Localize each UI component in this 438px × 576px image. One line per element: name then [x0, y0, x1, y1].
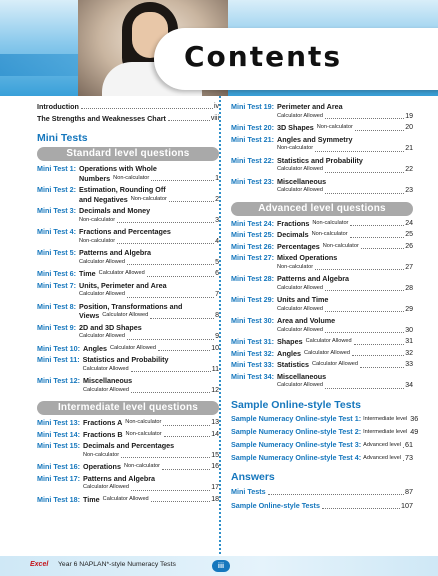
mini-test-entry[interactable] — [37, 495, 219, 505]
mini-test-entry[interactable] — [231, 360, 413, 370]
entry-page: 107 — [401, 500, 413, 510]
mini-test-entry[interactable] — [231, 102, 413, 121]
entry-page: 19 — [405, 112, 413, 120]
mini-test-entry[interactable] — [231, 156, 413, 175]
mini-test-label: Mini Test 3: — [37, 206, 77, 215]
calculator-note: Non-calculator — [130, 195, 167, 202]
mini-test-title: Miscellaneous — [277, 371, 327, 381]
footer-book-title: Year 6 NAPLAN*-style Numeracy Tests — [58, 561, 176, 568]
mini-test-entry[interactable] — [37, 355, 219, 374]
sample-test-entry[interactable] — [231, 413, 419, 424]
mini-test-entry[interactable] — [231, 316, 413, 335]
calculator-note: Calculator Allowed — [277, 112, 324, 119]
mini-test-label: Mini Test 16: — [37, 462, 80, 471]
leader-dots — [325, 311, 404, 312]
entry-title: The Strengths and Weaknesses Chart — [37, 114, 166, 123]
intermediate-band: Intermediate level questions — [37, 401, 219, 415]
mini-test-label: Mini Test 4: — [37, 227, 77, 236]
leader-dots — [350, 237, 405, 238]
mini-test-title: Patterns and Algebra — [277, 274, 350, 283]
title-plate — [154, 28, 438, 90]
leader-dots — [131, 392, 210, 393]
leader-dots — [164, 436, 211, 437]
entry-page: 11 — [211, 365, 219, 373]
entry-page: viii — [210, 115, 219, 122]
right-top-list — [231, 102, 413, 196]
mini-test-title: Miscellaneous — [83, 376, 133, 385]
mini-test-label: Mini Test 14: — [37, 429, 80, 439]
leader-dots — [325, 172, 404, 173]
calculator-note: Calculator Allowed — [305, 338, 352, 344]
entry-page: 4 — [215, 237, 219, 245]
leader-dots — [360, 367, 404, 368]
entry-page: 6 — [215, 270, 219, 277]
toc-entry[interactable] — [37, 102, 219, 111]
mini-test-title: and Negatives — [79, 194, 128, 204]
entry-page: 17 — [211, 484, 219, 491]
calculator-note: Non-calculator — [311, 231, 348, 237]
mini-test-label: Mini Test 34: — [231, 371, 274, 381]
mini-test-title: Fractions B — [83, 429, 123, 439]
mini-test-label: Mini Test 32: — [231, 348, 274, 358]
level-note: Intermediate level — [363, 428, 408, 435]
mini-test-title: Position, Transformations and — [79, 301, 183, 311]
answers-label: Sample Online-style Tests — [231, 500, 320, 510]
entry-page: 28 — [405, 284, 413, 292]
entry-page: 14 — [211, 430, 219, 438]
mini-test-label: Mini Test 29: — [231, 295, 274, 304]
mini-test-entry[interactable] — [231, 372, 413, 391]
mini-test-entry[interactable] — [231, 349, 413, 359]
level-note: Intermediate level — [363, 415, 408, 422]
entry-page: 36 — [410, 413, 419, 423]
leader-dots — [158, 350, 210, 351]
column-divider — [219, 96, 221, 558]
calculator-note: Non-calculator — [79, 216, 116, 223]
mini-test-entry[interactable] — [231, 177, 413, 196]
sample-test-label: Sample Numeracy Online-style Test 1: — [231, 413, 362, 423]
entry-page: 34 — [405, 382, 413, 389]
entry-page: 73 — [405, 452, 413, 462]
leader-dots — [403, 447, 404, 448]
mini-tests-heading: Mini Tests — [37, 132, 88, 144]
mini-test-title: Angles — [277, 348, 301, 358]
leader-dots — [322, 508, 400, 509]
calculator-note: Non-calculator — [316, 124, 353, 130]
mini-test-label: Mini Test 24: — [231, 218, 274, 228]
calculator-note: Non-calculator — [125, 419, 162, 425]
mini-test-title: Decimals and Percentages — [83, 441, 175, 450]
entry-page: 32 — [405, 349, 413, 357]
calculator-note: Non-calculator — [79, 237, 116, 244]
mini-test-label: Mini Test 30: — [231, 316, 274, 325]
sample-test-entry[interactable] — [231, 426, 419, 437]
calculator-note: Non-calculator — [322, 242, 359, 249]
mini-test-title: Mixed Operations — [277, 253, 338, 262]
entry-page: 33 — [405, 361, 413, 368]
mini-test-label: Mini Test 6: — [37, 269, 77, 278]
mini-test-title: Area and Volume — [277, 316, 336, 325]
leader-dots — [325, 290, 404, 291]
leader-dots — [150, 318, 214, 319]
leader-dots — [127, 264, 214, 265]
mini-test-title: Time — [79, 269, 96, 278]
mini-test-label: Mini Test 7: — [37, 280, 77, 290]
sample-test-entry[interactable] — [231, 440, 413, 450]
calculator-note: Calculator Allowed — [79, 258, 126, 265]
entry-page: 31 — [405, 338, 413, 345]
footer-brand: Excel — [30, 561, 49, 568]
mini-test-entry[interactable] — [231, 123, 413, 133]
mini-test-entry[interactable] — [231, 337, 413, 347]
leader-dots — [131, 371, 211, 372]
level-note: Advanced level — [363, 441, 402, 448]
leader-dots — [147, 276, 214, 277]
calculator-note: Calculator Allowed — [277, 284, 324, 291]
calculator-note: Calculator Allowed — [79, 291, 126, 297]
mini-test-entry[interactable] — [37, 344, 219, 354]
leader-dots — [151, 180, 214, 181]
mini-test-entry[interactable] — [37, 430, 219, 440]
mini-test-title: 3D Shapes — [277, 123, 314, 132]
calculator-note: Non-calculator — [312, 219, 349, 226]
mini-test-label: Mini Test 28: — [231, 274, 274, 283]
sample-tests-heading: Sample Online-style Tests — [231, 398, 361, 411]
mini-test-title: Operations with Whole — [79, 164, 157, 173]
calculator-note: Calculator Allowed — [102, 495, 149, 502]
mini-test-title: Statistics and Probability — [277, 155, 363, 165]
mini-test-entry[interactable] — [37, 376, 219, 395]
leader-dots — [268, 494, 404, 495]
leader-dots — [355, 130, 404, 131]
leader-dots — [121, 457, 210, 458]
leader-dots — [325, 388, 404, 389]
mini-test-label: Mini Test 20: — [231, 123, 274, 132]
level-note: Advanced level — [363, 454, 402, 461]
entry-page: 8 — [215, 312, 219, 319]
leader-dots — [117, 243, 214, 244]
entry-page: 3 — [215, 216, 219, 224]
calculator-note: Calculator Allowed — [277, 326, 324, 333]
mini-test-entry[interactable] — [231, 253, 413, 272]
calculator-note: Calculator Allowed — [277, 187, 324, 193]
mini-test-label: Mini Test 18: — [37, 494, 80, 504]
leader-dots — [354, 344, 405, 345]
calculator-note: Non-calculator — [113, 174, 150, 181]
mini-test-title: Patterns and Algebra — [83, 473, 156, 483]
leader-dots — [361, 248, 404, 249]
entry-page: 2 — [215, 195, 219, 203]
mini-test-title: Patterns and Algebra — [79, 248, 152, 257]
entry-page: 22 — [405, 166, 413, 173]
leader-dots — [162, 469, 210, 470]
mini-test-label: Mini Test 27: — [231, 253, 274, 262]
leader-dots — [163, 425, 210, 426]
entry-page: iv — [213, 103, 219, 110]
mini-test-title: 2D and 3D Shapes — [79, 322, 142, 332]
sample-test-label: Sample Numeracy Online-style Test 4: — [231, 452, 362, 462]
mini-test-entry[interactable] — [37, 462, 219, 472]
calculator-note: Calculator Allowed — [98, 270, 145, 276]
intermediate-list — [37, 418, 219, 504]
mini-test-title: Fractions A — [83, 418, 123, 427]
leader-dots — [131, 490, 210, 491]
leader-dots — [168, 120, 210, 121]
left-column — [37, 102, 219, 506]
calculator-note: Calculator Allowed — [311, 361, 358, 367]
entry-page: 7 — [215, 291, 219, 298]
calculator-note: Calculator Allowed — [83, 386, 130, 393]
mini-test-entry[interactable] — [231, 242, 413, 252]
mini-test-entry[interactable] — [231, 274, 413, 293]
answers-entry[interactable] — [231, 487, 413, 497]
mini-test-entry[interactable] — [37, 227, 219, 246]
entry-page: 10 — [211, 344, 219, 352]
leader-dots — [127, 339, 214, 340]
header-banner — [0, 0, 438, 96]
sample-test-label: Sample Numeracy Online-style Test 3: — [231, 439, 362, 449]
leader-dots — [169, 201, 214, 202]
calculator-note: Non-calculator — [277, 263, 314, 270]
leader-dots — [325, 193, 404, 194]
calculator-note: Non-calculator — [277, 145, 314, 151]
mini-test-entry[interactable] — [37, 248, 219, 267]
toc-entry[interactable] — [37, 114, 219, 123]
mini-test-title: Angles and Symmetry — [277, 134, 353, 144]
mini-test-entry[interactable] — [231, 219, 413, 229]
sample-test-entry[interactable] — [231, 453, 413, 463]
entry-page: 87 — [405, 486, 413, 496]
entry-page: 16 — [211, 463, 219, 470]
mini-test-entry[interactable] — [231, 230, 413, 240]
calculator-note: Non-calculator — [83, 451, 120, 458]
leader-dots — [350, 225, 404, 226]
entry-page: 27 — [405, 263, 413, 271]
entry-page: 5 — [215, 258, 219, 266]
leader-dots — [127, 297, 214, 298]
mini-test-label: Mini Test 2: — [37, 185, 77, 194]
mini-test-label: Mini Test 19: — [231, 102, 274, 111]
mini-test-title: Shapes — [277, 337, 303, 346]
leader-dots — [81, 108, 213, 109]
mini-test-label: Mini Test 13: — [37, 418, 80, 427]
answers-list — [231, 487, 413, 511]
mini-test-title: Estimation, Rounding Off — [79, 185, 166, 194]
mini-test-entry[interactable] — [231, 295, 413, 314]
mini-test-entry[interactable] — [37, 185, 219, 204]
mini-test-entry[interactable] — [37, 474, 219, 493]
mini-test-entry[interactable] — [37, 418, 219, 428]
mini-test-title: Operations — [83, 462, 121, 471]
sample-test-label: Sample Numeracy Online-style Test 2: — [231, 426, 362, 436]
entry-page: 30 — [405, 326, 413, 334]
entry-title: Introduction — [37, 102, 79, 111]
leader-dots — [315, 151, 404, 152]
mini-test-title: Miscellaneous — [277, 176, 327, 186]
calculator-note: Calculator Allowed — [79, 333, 126, 339]
mini-test-entry[interactable] — [37, 281, 219, 300]
entry-page: 61 — [405, 439, 413, 449]
calculator-note: Calculator Allowed — [83, 484, 130, 490]
mini-test-title: Statistics and Probability — [82, 355, 169, 364]
mini-test-label: Mini Test 8: — [37, 301, 77, 311]
mini-test-label: Mini Test 11: — [37, 355, 80, 364]
entry-page: 29 — [405, 305, 413, 313]
entry-page: 1 — [215, 174, 219, 182]
entry-page: 18 — [211, 495, 219, 503]
mini-test-label: Mini Test 10: — [37, 343, 80, 353]
footer — [0, 556, 438, 576]
leader-dots — [325, 118, 404, 119]
leader-dots — [117, 222, 214, 223]
mini-test-entry[interactable] — [231, 135, 413, 154]
mini-test-entry[interactable] — [37, 206, 219, 225]
mini-test-title: Fractions — [277, 218, 310, 228]
page-title: Contents — [184, 40, 343, 73]
entry-page: 20 — [405, 124, 413, 131]
entry-page: 13 — [211, 419, 219, 426]
advanced-list — [231, 219, 413, 391]
mini-test-title: Decimals — [277, 230, 309, 239]
leader-dots — [403, 460, 404, 461]
calculator-note: Calculator Allowed — [82, 365, 129, 372]
mini-test-label: Mini Test 12: — [37, 376, 80, 385]
mini-test-entry[interactable] — [37, 323, 219, 342]
calculator-note: Calculator Allowed — [102, 312, 149, 318]
standard-list — [37, 164, 219, 395]
calculator-note: Calculator Allowed — [277, 305, 324, 312]
mini-test-title: Units and Time — [277, 295, 329, 304]
mini-test-label: Mini Test 33: — [231, 360, 274, 369]
answers-entry[interactable] — [231, 501, 413, 511]
mini-test-title: Angles — [83, 343, 107, 353]
mini-test-title: Statistics — [277, 360, 309, 369]
mini-test-label: Mini Test 26: — [231, 241, 274, 251]
mini-test-title: Perimeter and Area — [277, 102, 343, 111]
mini-test-label: Mini Test 17: — [37, 473, 80, 483]
advanced-band: Advanced level questions — [231, 202, 413, 216]
entry-page: 24 — [405, 219, 413, 227]
standard-band: Standard level questions — [37, 147, 219, 161]
answers-label: Mini Tests — [231, 486, 266, 496]
answers-heading: Answers — [231, 470, 275, 483]
calculator-note: Calculator Allowed — [277, 166, 324, 172]
mini-test-title: Time — [83, 494, 100, 504]
sample-tests-list — [231, 413, 419, 463]
mini-test-title: Views — [79, 311, 100, 320]
calculator-note: Non-calculator — [125, 430, 162, 437]
mini-test-label: Mini Test 23: — [231, 176, 274, 186]
page-number: iii — [212, 560, 230, 572]
calculator-note: Calculator Allowed — [109, 344, 156, 351]
leader-dots — [315, 269, 404, 270]
entry-page: 23 — [405, 187, 413, 194]
mini-test-title: Units, Perimeter and Area — [79, 280, 167, 290]
intro-list — [37, 102, 219, 123]
entry-page: 9 — [215, 333, 219, 340]
mini-test-title: Fractions and Percentages — [79, 227, 171, 236]
mini-test-title: Decimals and Money — [79, 206, 151, 215]
mini-test-label: Mini Test 9: — [37, 322, 77, 332]
entry-page: 21 — [405, 145, 413, 152]
entry-page: 49 — [410, 426, 419, 436]
mini-test-label: Mini Test 1: — [37, 164, 77, 173]
leader-dots — [151, 501, 211, 502]
calculator-note: Calculator Allowed — [277, 382, 324, 388]
mini-test-label: Mini Test 15: — [37, 441, 80, 450]
calculator-note: Calculator Allowed — [303, 349, 350, 356]
leader-dots — [325, 332, 404, 333]
entry-page: 25 — [405, 231, 413, 238]
right-column — [231, 102, 419, 511]
mini-test-entry[interactable] — [37, 441, 219, 460]
mini-test-label: Mini Test 5: — [37, 248, 77, 257]
mini-test-label: Mini Test 25: — [231, 230, 274, 239]
entry-page: 12 — [211, 386, 219, 394]
mini-test-entry[interactable] — [37, 302, 219, 321]
leader-dots — [352, 355, 404, 356]
mini-test-entry[interactable] — [37, 164, 219, 183]
calculator-note: Non-calculator — [123, 463, 161, 469]
mini-test-label: Mini Test 22: — [231, 155, 274, 165]
entry-page: 15 — [211, 451, 219, 459]
entry-page: 26 — [405, 242, 413, 250]
mini-test-label: Mini Test 31: — [231, 337, 274, 346]
mini-test-title: Numbers — [79, 173, 111, 183]
mini-test-title: Percentages — [277, 241, 320, 251]
mini-test-entry[interactable] — [37, 269, 219, 279]
mini-test-label: Mini Test 21: — [231, 134, 274, 144]
